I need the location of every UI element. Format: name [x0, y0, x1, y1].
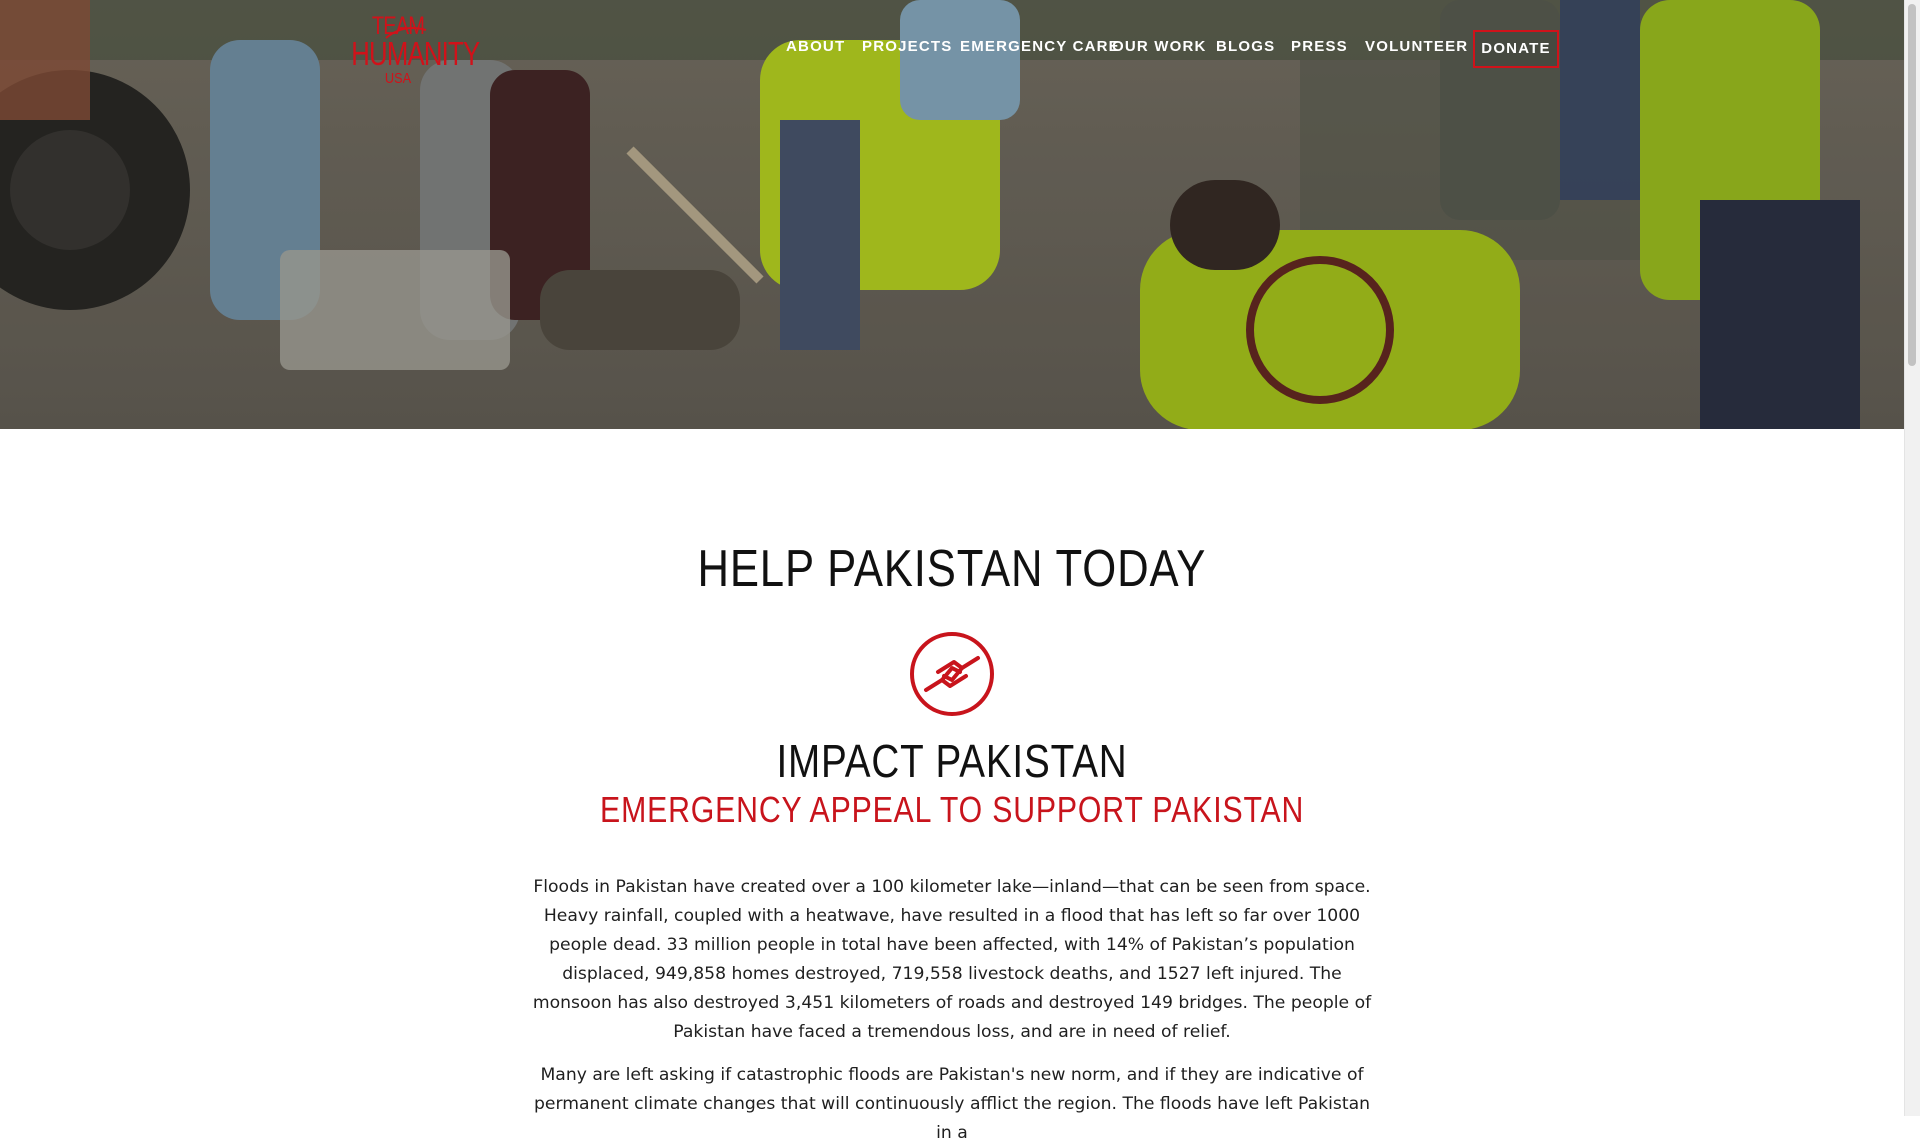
nav-item-emergency-care[interactable]: EMERGENCY CARE — [960, 38, 1120, 55]
page-title: HELP PAKISTAN TODAY — [697, 540, 1207, 598]
logo-line-usa: USA — [384, 70, 412, 87]
section-title: IMPACT PAKISTAN — [776, 735, 1128, 787]
hero-banner — [0, 0, 1904, 429]
logo-line-humanity: HUMANITY — [351, 35, 480, 72]
nav-item-about[interactable]: ABOUT — [786, 38, 846, 55]
logo-swoosh-icon — [384, 24, 428, 42]
nav-item-blogs[interactable]: BLOGS — [1216, 38, 1276, 55]
nav-item-our-work[interactable]: OUR WORK — [1112, 38, 1207, 55]
intro-paragraph: Floods in Pakistan have created over a 100 kilometer lake—inland—that can be seen from space. Heavy rainfall, coupled with a heatwave, have resulted in a flood that has left so far over 1000 people dead. 33 million people in total have been affected, with 14% of Pakistan’s population displaced, 949,858 homes destroyed, 719,558 livestock deaths, and 1527 left injured. The monsoon has also destroyed 3,451 kilometers of roads and destroyed 149 bridges. The people of Pakistan have faced a tremendous loss, and are in need of relief. — [532, 877, 1372, 1042]
main-content — [0, 429, 1904, 1143]
nav-item-press[interactable]: PRESS — [1291, 38, 1348, 55]
logo-line-team: TEAM — [371, 12, 425, 40]
second-paragraph: Many are left asking if catastrophic floods are Pakistan's new norm, and if they are indicative of permanent climate changes that will continuously afflict the region. The floods have left Pakistan in a — [533, 1065, 1370, 1143]
nav-item-volunteer[interactable]: VOLUNTEER — [1365, 38, 1469, 55]
nav-item-projects[interactable]: PROJECTS — [862, 38, 953, 55]
appeal-subtitle: EMERGENCY APPEAL TO SUPPORT PAKISTAN — [599, 789, 1305, 830]
hero-overlay — [0, 0, 1904, 429]
scrollbar-thumb[interactable] — [1908, 4, 1916, 366]
handshake-icon — [908, 630, 996, 718]
donate-button[interactable]: DONATE — [1473, 30, 1559, 68]
team-humanity-logo[interactable] — [338, 12, 480, 90]
